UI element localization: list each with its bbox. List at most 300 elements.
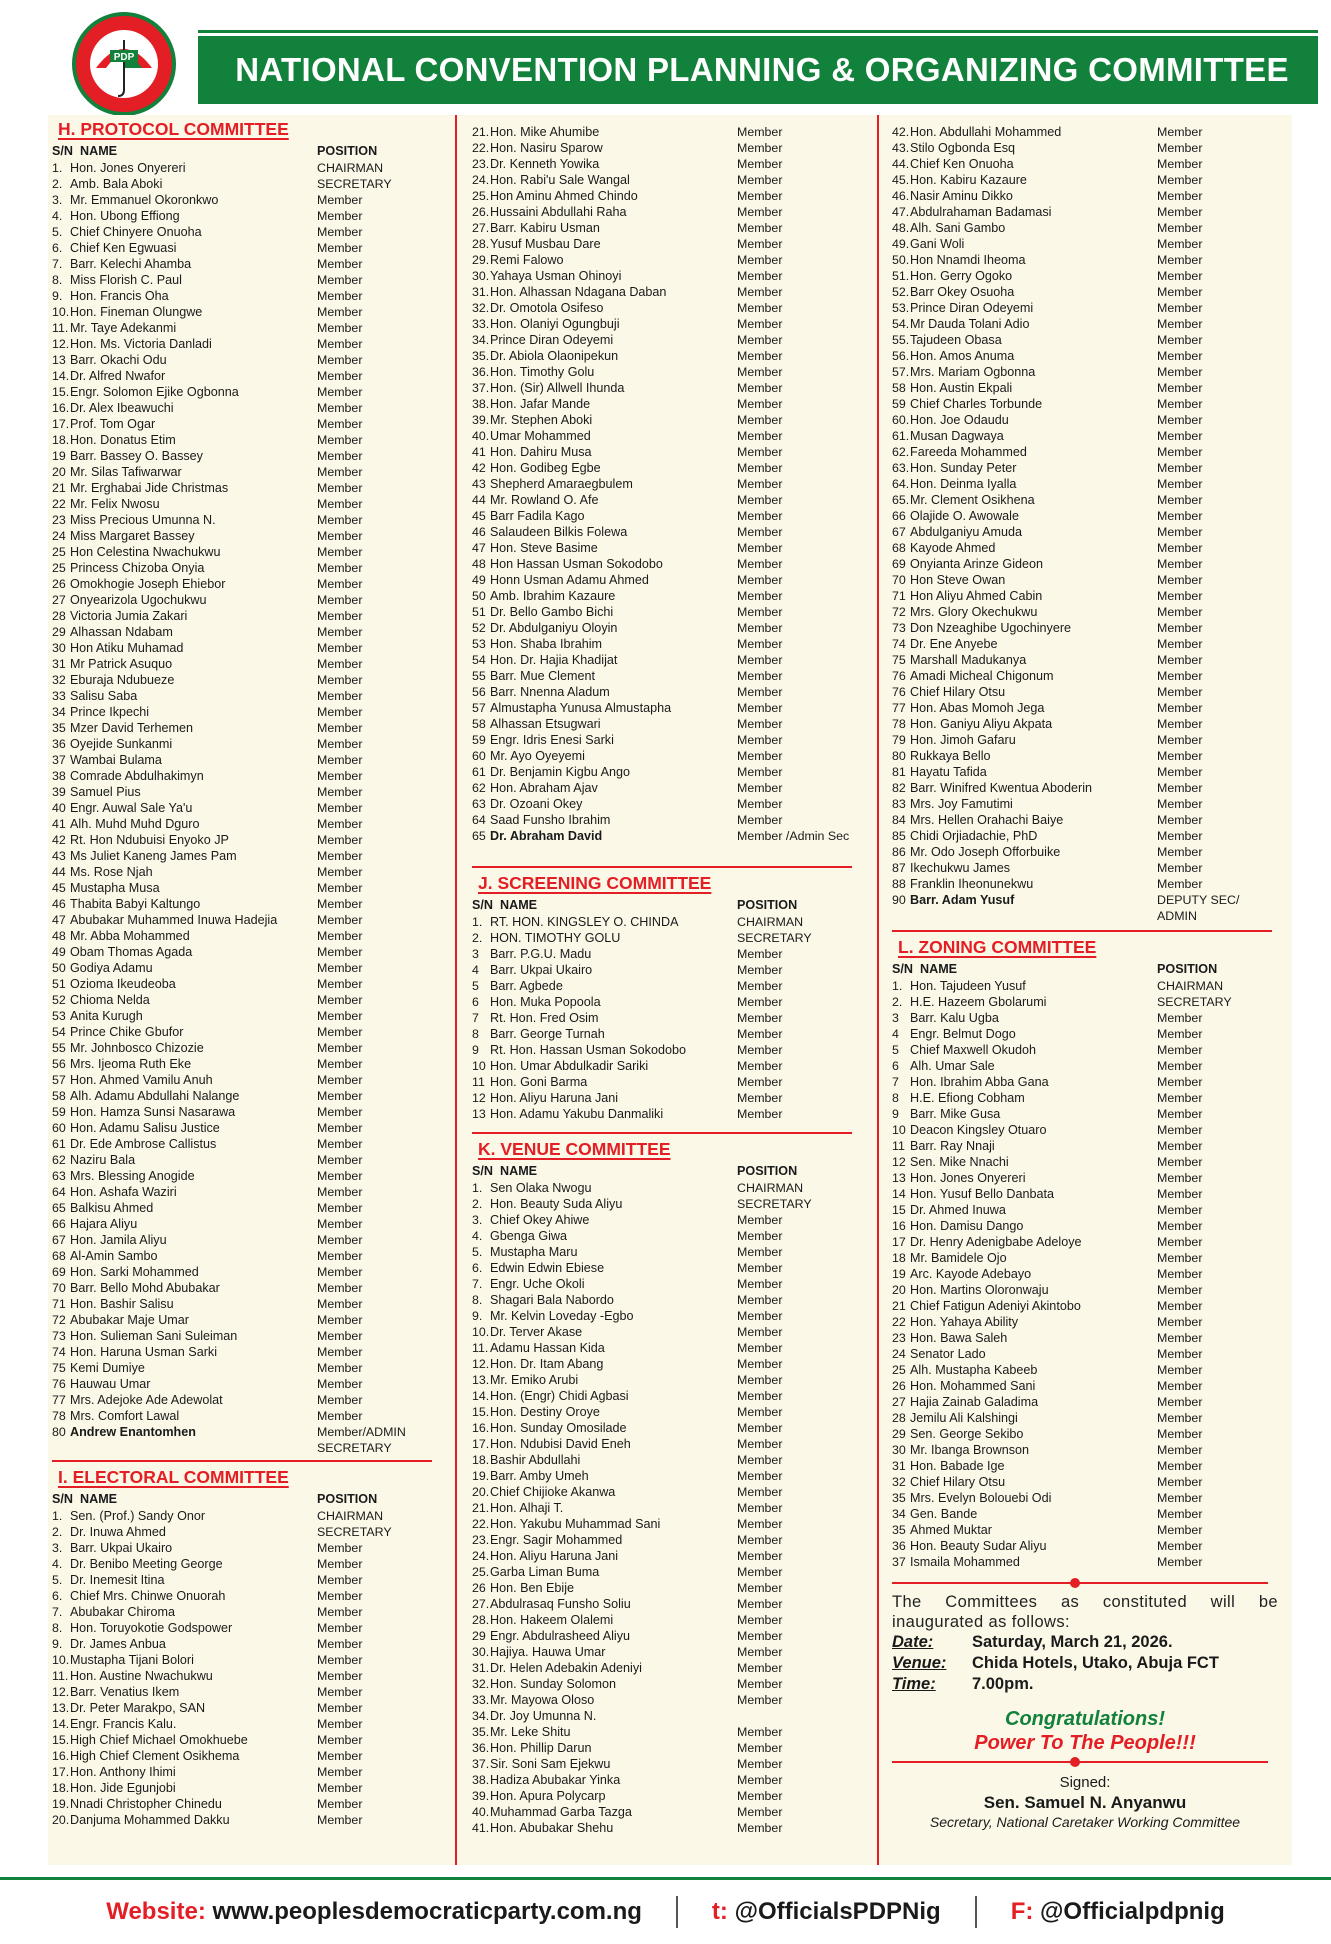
table-row bbox=[52, 640, 438, 656]
table-row bbox=[52, 1072, 438, 1088]
table-row bbox=[52, 1328, 438, 1344]
table-row bbox=[472, 748, 858, 764]
row-position: Member bbox=[1157, 1107, 1203, 1121]
row-name: Barr. Amby Umeh bbox=[490, 1469, 589, 1483]
table-row bbox=[892, 1362, 1278, 1378]
table-row bbox=[52, 1748, 438, 1764]
row-position: SECRETARY bbox=[737, 1197, 812, 1211]
table-row bbox=[52, 1200, 438, 1216]
row-name: Dr. Henry Adenigbabe Adeloye bbox=[910, 1235, 1082, 1249]
row-position: Member bbox=[737, 1261, 783, 1275]
row-position: Member bbox=[737, 621, 783, 635]
table-row bbox=[472, 1756, 858, 1772]
event-venue: Chida Hotels, Utako, Abuja FCT bbox=[972, 1654, 1219, 1672]
row-position: Member bbox=[317, 1057, 363, 1071]
row-position: Member bbox=[317, 1653, 363, 1667]
row-name: Hon. Mohammed Sani bbox=[910, 1379, 1036, 1393]
row-name: Hon. Abas Momoh Jega bbox=[910, 701, 1045, 715]
table-row bbox=[52, 1588, 438, 1604]
row-name: Hon. Sunday Solomon bbox=[490, 1677, 617, 1691]
row-position: Member bbox=[317, 1541, 363, 1555]
table-row bbox=[892, 1442, 1278, 1458]
table-row bbox=[892, 332, 1278, 348]
row-sn: 58 bbox=[52, 1089, 66, 1103]
row-sn: 59 bbox=[472, 733, 486, 747]
row-name: Musan Dagwaya bbox=[910, 429, 1004, 443]
table-row bbox=[52, 240, 438, 256]
row-name: Alh. Sani Gambo bbox=[910, 221, 1006, 235]
row-sn: 49 bbox=[52, 945, 66, 959]
row-position: Member bbox=[737, 1629, 783, 1643]
facebook-handle[interactable]: @Officialpdpnig bbox=[1040, 1898, 1225, 1925]
table-row bbox=[892, 236, 1278, 252]
row-sn: 32. bbox=[472, 1677, 490, 1691]
row-sn: 8 bbox=[892, 1091, 899, 1105]
row-position: CHAIRMAN bbox=[737, 915, 804, 929]
row-name: Shagari Bala Nabordo bbox=[490, 1293, 614, 1307]
table-row bbox=[52, 1812, 438, 1828]
table-row bbox=[52, 1796, 438, 1812]
row-name: Hon. Babade Ige bbox=[910, 1459, 1005, 1473]
table-row bbox=[52, 1732, 438, 1748]
row-sn: 74 bbox=[52, 1345, 66, 1359]
date-label: Date: bbox=[892, 1633, 934, 1651]
row-name: Mr. Emiko Arubi bbox=[490, 1373, 579, 1387]
row-position: Member bbox=[1157, 477, 1203, 491]
row-sn: 39 bbox=[52, 785, 66, 799]
table-row bbox=[52, 960, 438, 976]
table-row bbox=[52, 768, 438, 784]
row-name: Barr. Adam Yusuf bbox=[910, 893, 1015, 907]
table-row bbox=[472, 914, 858, 930]
row-sn: 55 bbox=[52, 1041, 66, 1055]
table-row bbox=[892, 1538, 1278, 1554]
row-sn: 58 bbox=[472, 717, 486, 731]
row-sn: 43 bbox=[52, 849, 66, 863]
row-sn: 20 bbox=[52, 465, 66, 479]
row-sn: 88 bbox=[892, 877, 906, 891]
row-name: Shepherd Amaraegbulem bbox=[490, 477, 633, 491]
row-position: Member bbox=[737, 237, 783, 251]
row-position: Member bbox=[1157, 1251, 1203, 1265]
row-sn: 66 bbox=[892, 509, 906, 523]
row-name: Abdulrasaq Funsho Soliu bbox=[490, 1597, 631, 1611]
row-position: Member bbox=[737, 1501, 783, 1515]
row-name: Hon Celestina Nwachukwu bbox=[70, 545, 221, 559]
row-position: Member bbox=[317, 1249, 363, 1263]
row-position: Member bbox=[737, 205, 783, 219]
row-name: Kayode Ahmed bbox=[910, 541, 996, 555]
row-position: Member bbox=[317, 1377, 363, 1391]
row-name: Hon. Jafar Mande bbox=[490, 397, 591, 411]
row-position: Member bbox=[317, 481, 363, 495]
row-position: Member bbox=[737, 157, 783, 171]
row-position: Member bbox=[737, 333, 783, 347]
table-row bbox=[52, 608, 438, 624]
venue-list-last bbox=[892, 892, 1278, 924]
table-row bbox=[52, 1344, 438, 1360]
col-name: NAME bbox=[80, 144, 118, 158]
row-position: Member bbox=[737, 947, 783, 961]
row-sn: 15. bbox=[52, 385, 70, 399]
row-name: Dr. Ozoani Okey bbox=[490, 797, 583, 811]
row-sn: 2. bbox=[52, 177, 63, 191]
row-position: Member bbox=[737, 1405, 783, 1419]
row-name: Dr. James Anbua bbox=[70, 1637, 166, 1651]
row-position: Member bbox=[737, 1011, 783, 1025]
row-sn: 11. bbox=[472, 1341, 489, 1355]
row-position: SECRETARY bbox=[317, 1525, 392, 1539]
row-position: Member bbox=[737, 797, 783, 811]
table-row bbox=[892, 1282, 1278, 1298]
row-name: Mr. Erghabai Jide Christmas bbox=[70, 481, 229, 495]
row-sn: 38. bbox=[472, 397, 490, 411]
table-row bbox=[892, 252, 1278, 268]
row-position: Member bbox=[317, 625, 363, 639]
row-name: Chief Charles Torbunde bbox=[910, 397, 1043, 411]
row-name: Dr. Inuwa Ahmed bbox=[70, 1525, 166, 1539]
row-sn: 82 bbox=[892, 781, 906, 795]
row-sn: 27. bbox=[472, 1597, 490, 1611]
row-name: Chief Chinyere Onuoha bbox=[70, 225, 202, 239]
table-row bbox=[52, 1652, 438, 1668]
row-sn: 13. bbox=[52, 1701, 70, 1715]
row-position: Member bbox=[1157, 1491, 1203, 1505]
row-position: Member bbox=[317, 209, 363, 223]
row-name: Hon. Ganiyu Aliyu Akpata bbox=[910, 717, 1053, 731]
row-sn: 6 bbox=[892, 1059, 899, 1073]
row-sn: 28. bbox=[472, 1613, 490, 1627]
table-row bbox=[472, 780, 858, 796]
row-name: Dr. Ahmed Inuwa bbox=[910, 1203, 1006, 1217]
table-row bbox=[892, 204, 1278, 220]
row-name: Alh. Mustapha Kabeeb bbox=[910, 1363, 1038, 1377]
row-position: Member bbox=[317, 881, 363, 895]
row-sn: 76 bbox=[892, 685, 906, 699]
row-name: Comrade Abdulhakimyn bbox=[70, 769, 204, 783]
row-position: Member bbox=[317, 1041, 363, 1055]
row-sn: 8. bbox=[52, 273, 63, 287]
row-sn: 61 bbox=[52, 1137, 66, 1151]
row-sn: 15. bbox=[472, 1405, 490, 1419]
row-position: Member bbox=[737, 1469, 783, 1483]
row-position: Member bbox=[737, 365, 783, 379]
table-row bbox=[52, 672, 438, 688]
row-position: Member bbox=[737, 1613, 783, 1627]
table-row bbox=[892, 412, 1278, 428]
row-sn: 10. bbox=[52, 1653, 70, 1667]
row-sn: 22 bbox=[52, 497, 66, 511]
row-sn: 52. bbox=[892, 285, 910, 299]
row-sn: 17. bbox=[52, 1765, 70, 1779]
twitter-handle[interactable]: @OfficialsPDPNig bbox=[734, 1898, 941, 1925]
row-name: Hon. Sunday Omosilade bbox=[490, 1421, 627, 1435]
row-name: Salaudeen Bilkis Folewa bbox=[490, 525, 628, 539]
row-name: Hussaini Abdullahi Raha bbox=[490, 205, 627, 219]
row-name: Mrs. Glory Okechukwu bbox=[910, 605, 1038, 619]
table-row bbox=[892, 860, 1278, 876]
row-position: Member bbox=[1157, 301, 1203, 315]
protocol-list bbox=[52, 160, 438, 1424]
venue-list-continued bbox=[892, 124, 1278, 892]
table-row bbox=[52, 1572, 438, 1588]
event-time: 7.00pm. bbox=[972, 1675, 1034, 1693]
row-name: Miss Margaret Bassey bbox=[70, 529, 195, 543]
row-position: Member bbox=[317, 737, 363, 751]
row-position: Member bbox=[1157, 1299, 1203, 1313]
row-position: Member bbox=[1157, 253, 1203, 267]
row-sn: 8. bbox=[472, 1293, 483, 1307]
row-position: Member bbox=[317, 945, 363, 959]
row-sn: 49. bbox=[892, 237, 910, 251]
row-sn: 40. bbox=[472, 429, 490, 443]
row-name: Mrs. Hellen Orahachi Baiye bbox=[910, 813, 1064, 827]
row-name: Hon. Alhaji T. bbox=[490, 1501, 564, 1515]
row-sn: 4 bbox=[472, 963, 479, 977]
row-name: Hon. Joe Odaudu bbox=[910, 413, 1009, 427]
row-name: Rt. Hon. Fred Osim bbox=[490, 1011, 599, 1025]
table-row bbox=[892, 1058, 1278, 1074]
row-position: Member bbox=[737, 477, 783, 491]
table-row bbox=[472, 1436, 858, 1452]
row-name: Hon. Hamza Sunsi Nasarawa bbox=[70, 1105, 236, 1119]
row-position: Member/ADMIN SECRETARY bbox=[317, 1425, 406, 1455]
row-sn: 28 bbox=[52, 609, 66, 623]
row-position: Member bbox=[737, 1293, 783, 1307]
signer-name: Sen. Samuel N. Anyanwu bbox=[983, 1793, 1187, 1812]
row-sn: 77 bbox=[52, 1393, 66, 1407]
row-name: Barr. Mue Clement bbox=[490, 669, 595, 683]
row-name: Engr. Auwal Sale Ya'u bbox=[70, 801, 193, 815]
table-row bbox=[892, 316, 1278, 332]
row-name: Amb. Ibrahim Kazaure bbox=[490, 589, 616, 603]
row-sn: 11 bbox=[892, 1139, 905, 1153]
row-sn: 7. bbox=[52, 257, 63, 271]
table-row bbox=[52, 736, 438, 752]
page-title: NATIONAL CONVENTION PLANNING & ORGANIZING COMMITTEE bbox=[235, 51, 1289, 88]
row-position: Member bbox=[317, 1409, 363, 1423]
row-position: Member bbox=[317, 929, 363, 943]
table-row bbox=[892, 604, 1278, 620]
table-row bbox=[892, 1298, 1278, 1314]
row-sn: 11 bbox=[472, 1075, 485, 1089]
row-name: Hon. Yakubu Muhammad Sani bbox=[490, 1517, 661, 1531]
table-row bbox=[892, 1218, 1278, 1234]
row-position: Member bbox=[1157, 749, 1203, 763]
row-sn: 11. bbox=[52, 1669, 69, 1683]
row-sn: 8 bbox=[472, 1027, 479, 1041]
row-position: Member bbox=[1157, 1315, 1203, 1329]
row-position: Member bbox=[1157, 829, 1203, 843]
row-position: Member bbox=[737, 1661, 783, 1675]
table-row bbox=[892, 156, 1278, 172]
row-name: Hon. Deinma Iyalla bbox=[910, 477, 1017, 491]
table-row bbox=[472, 1106, 858, 1122]
table-row bbox=[892, 1090, 1278, 1106]
row-name: Sen Olaka Nwogu bbox=[490, 1181, 592, 1195]
row-sn: 16. bbox=[52, 401, 70, 415]
website-label: Website: bbox=[106, 1898, 206, 1925]
row-position: Member bbox=[1157, 557, 1203, 571]
row-name: Arc. Kayode Adebayo bbox=[910, 1267, 1032, 1281]
row-sn: 7 bbox=[892, 1075, 899, 1089]
row-position: Member bbox=[317, 545, 363, 559]
table-row bbox=[52, 944, 438, 960]
row-name: Abdulganiyu Amuda bbox=[910, 525, 1023, 539]
row-name: Prof. Tom Ogar bbox=[70, 417, 156, 431]
table-row bbox=[472, 1740, 858, 1756]
row-sn: 47 bbox=[472, 541, 486, 555]
row-sn: 81 bbox=[892, 765, 906, 779]
row-position: Member bbox=[1157, 285, 1203, 299]
table-row bbox=[892, 1314, 1278, 1330]
row-position: Member bbox=[317, 993, 363, 1007]
row-name: Onyianta Arinze Gideon bbox=[910, 557, 1044, 571]
table-row bbox=[472, 1276, 858, 1292]
row-sn: 54. bbox=[892, 317, 910, 331]
row-sn: 23 bbox=[892, 1331, 906, 1345]
table-row bbox=[472, 1244, 858, 1260]
table-row bbox=[52, 1136, 438, 1152]
row-sn: 25. bbox=[472, 189, 490, 203]
table-row bbox=[472, 1564, 858, 1580]
table-row bbox=[472, 316, 858, 332]
row-name: Hon. Austin Ekpali bbox=[910, 381, 1013, 395]
row-sn: 19 bbox=[892, 1267, 906, 1281]
row-position bbox=[737, 1708, 858, 1724]
row-position: Member bbox=[317, 1329, 363, 1343]
row-position: Member bbox=[317, 1281, 363, 1295]
table-row bbox=[52, 624, 438, 640]
row-sn: 2. bbox=[472, 931, 483, 945]
row-name: Mrs. Adejoke Ade Adewolat bbox=[70, 1393, 223, 1407]
row-name: Hon. Jones Onyereri bbox=[910, 1171, 1026, 1185]
row-position: Member bbox=[317, 1749, 363, 1763]
row-name: Deacon Kingsley Otuaro bbox=[910, 1123, 1047, 1137]
table-row bbox=[52, 1408, 438, 1424]
row-sn: 55 bbox=[472, 669, 486, 683]
row-position: Member bbox=[1157, 621, 1203, 635]
row-position: Member bbox=[737, 701, 783, 715]
row-sn: 5. bbox=[52, 1573, 63, 1587]
row-position: Member bbox=[1157, 573, 1203, 587]
row-name: Nnadi Christopher Chinedu bbox=[70, 1797, 222, 1811]
website-link[interactable]: www.peoplesdemocraticparty.com.ng bbox=[212, 1898, 642, 1925]
table-row bbox=[52, 1264, 438, 1280]
table-row bbox=[892, 1394, 1278, 1410]
row-sn: 43. bbox=[892, 141, 910, 155]
table-row bbox=[472, 930, 858, 946]
row-name: Sir. Soni Sam Ejekwu bbox=[490, 1757, 611, 1771]
row-sn: 7. bbox=[472, 1277, 483, 1291]
row-sn: 21 bbox=[892, 1299, 906, 1313]
table-row bbox=[52, 288, 438, 304]
row-name: Sen. George Sekibo bbox=[910, 1427, 1024, 1441]
row-sn: 31. bbox=[472, 285, 490, 299]
row-sn: 5. bbox=[52, 225, 63, 239]
row-position: Member bbox=[317, 1621, 363, 1635]
row-name: Amb. Bala Aboki bbox=[70, 177, 163, 191]
table-row bbox=[52, 416, 438, 432]
row-position: Member bbox=[317, 1009, 363, 1023]
row-name: Hayatu Tafida bbox=[910, 765, 987, 779]
row-position: Member bbox=[1157, 781, 1203, 795]
row-position: Member bbox=[1157, 413, 1203, 427]
row-name: Garba Liman Buma bbox=[490, 1565, 600, 1579]
table-row bbox=[52, 1392, 438, 1408]
row-name: Hon. Toruyokotie Godspower bbox=[70, 1621, 233, 1635]
table-row bbox=[892, 508, 1278, 524]
table-row bbox=[472, 764, 858, 780]
row-sn: 5 bbox=[892, 1043, 899, 1057]
row-sn: 45 bbox=[472, 509, 486, 523]
table-row bbox=[472, 1308, 858, 1324]
row-sn: 10. bbox=[52, 305, 70, 319]
row-position: Member bbox=[1157, 765, 1203, 779]
row-position: Member bbox=[317, 609, 363, 623]
table-row bbox=[892, 396, 1278, 412]
protocol-list-last bbox=[52, 1424, 438, 1456]
row-position: Member bbox=[1157, 685, 1203, 699]
row-sn: 11. bbox=[52, 321, 69, 335]
row-name: Dr. Abraham David bbox=[490, 829, 603, 843]
logo-abbr: PDP bbox=[113, 52, 135, 63]
table-row bbox=[52, 1524, 438, 1540]
row-sn: 74 bbox=[892, 637, 906, 651]
table-row bbox=[472, 620, 858, 636]
row-name: Hajia Zainab Galadima bbox=[910, 1395, 1039, 1409]
row-position: Member bbox=[317, 241, 363, 255]
row-name: Chief Ken Onuoha bbox=[910, 157, 1014, 171]
row-position: Member bbox=[737, 669, 783, 683]
row-position: Member bbox=[317, 785, 363, 799]
row-name: Bashir Abdullahi bbox=[490, 1453, 581, 1467]
row-name: Gen. Bande bbox=[910, 1507, 978, 1521]
row-position: Member bbox=[1157, 1331, 1203, 1345]
row-sn: 19 bbox=[52, 449, 66, 463]
row-name: Engr. Idris Enesi Sarki bbox=[490, 733, 614, 747]
table-row bbox=[472, 1580, 858, 1596]
row-name: Mr. Silas Tafiwarwar bbox=[70, 465, 182, 479]
row-name: Hon. Sarki Mohammed bbox=[70, 1265, 199, 1279]
row-name: Engr. Abdulrasheed Aliyu bbox=[490, 1629, 631, 1643]
row-sn: 84 bbox=[892, 813, 906, 827]
congratulations-text: Congratulations! bbox=[1005, 1708, 1165, 1730]
row-name: Saad Funsho Ibrahim bbox=[490, 813, 611, 827]
table-row bbox=[52, 1312, 438, 1328]
row-sn: 13. bbox=[472, 1373, 490, 1387]
table-row bbox=[892, 620, 1278, 636]
table-row bbox=[472, 700, 858, 716]
row-name: Dr. Helen Adebakin Adeniyi bbox=[490, 1661, 642, 1675]
row-name: Mr. Stephen Aboki bbox=[490, 413, 593, 427]
row-name: Chief Mrs. Chinwe Onuorah bbox=[70, 1589, 226, 1603]
row-position: Member bbox=[317, 1169, 363, 1183]
row-position: Member bbox=[737, 1549, 783, 1563]
table-row bbox=[472, 236, 858, 252]
table-row bbox=[52, 1024, 438, 1040]
row-position: Member bbox=[1157, 1171, 1203, 1185]
row-sn: 54 bbox=[472, 653, 486, 667]
row-sn: 21. bbox=[472, 1501, 490, 1515]
row-name: Hon. Ben Ebije bbox=[490, 1581, 575, 1595]
row-position: Member bbox=[1157, 317, 1203, 331]
row-position: Member bbox=[317, 801, 363, 815]
row-name: Dr. Terver Akase bbox=[490, 1325, 583, 1339]
row-name: Hon. Dr. Itam Abang bbox=[490, 1357, 604, 1371]
row-name: Wambai Bulama bbox=[70, 753, 162, 767]
row-position: Member bbox=[1157, 1507, 1203, 1521]
